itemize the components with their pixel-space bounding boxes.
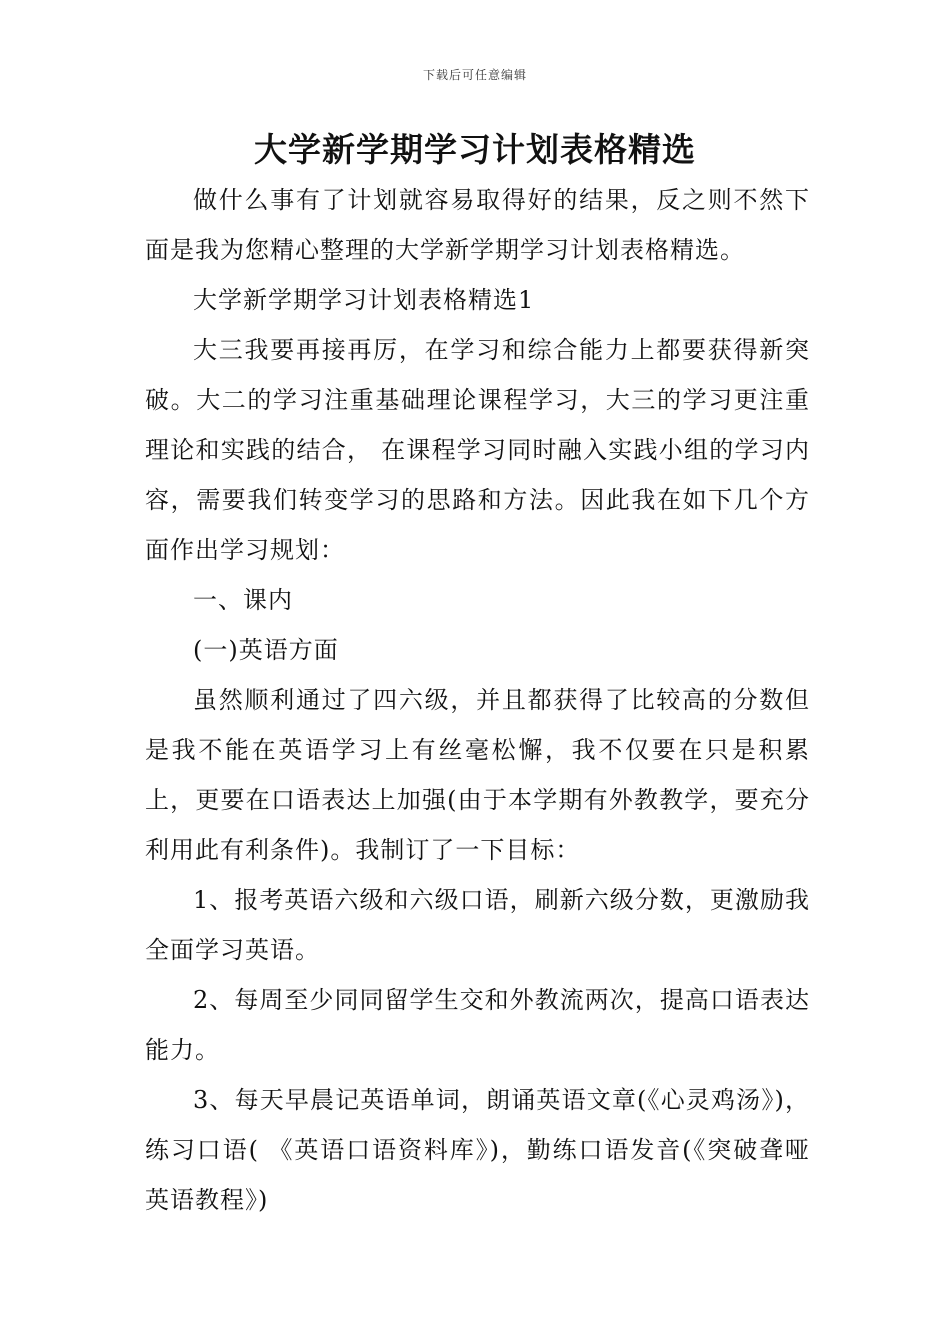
paragraph-goal-2: 2、每周至少同同留学生交和外教流两次，提高口语表达能力。 (145, 986, 810, 1064)
document-body (145, 175, 810, 1225)
paragraph-english-intro: 虽然顺利通过了四六级，并且都获得了比较高的分数但是我不能在英语学习上有丝毫松懈，我不仅要在只是积累上，更要在口语表达上加强(由于本学期有外教教学，要充分利用此有利条件)。我制订了一下目标： (145, 686, 810, 864)
paragraph-section-heading: 大学新学期学习计划表格精选1 (193, 286, 535, 314)
header-note: 下载后可任意编辑 (422, 68, 527, 82)
paragraph-goal-1: 1、报考英语六级和六级口语，刷新六级分数，更激励我全面学习英语。 (145, 886, 810, 964)
paragraph-heading-in-class: 一、课内 (193, 586, 293, 614)
paragraph-intro: 做什么事有了计划就容易取得好的结果，反之则不然下面是我为您精心整理的大学新学期学习计划表格精选。 (145, 186, 810, 264)
paragraph-goal-3: 3、每天早晨记英语单词，朗诵英语文章(《心灵鸡汤》)，练习口语( 《英语口语资料库》)，勤练口语发音(《突破聋哑英语教程》) (145, 1086, 810, 1214)
paragraph-heading-english: (一)英语方面 (193, 636, 339, 664)
document-title: 大学新学期学习计划表格精选 (254, 130, 696, 169)
paragraph-overview: 大三我要再接再厉，在学习和综合能力上都要获得新突破。大二的学习注重基础理论课程学习，大三的学习更注重理论和实践的结合， 在课程学习同时融入实践小组的学习内容，需要我们转变学习的思路和方法。因此我在如下几个方面作出学习规划： (145, 336, 810, 564)
